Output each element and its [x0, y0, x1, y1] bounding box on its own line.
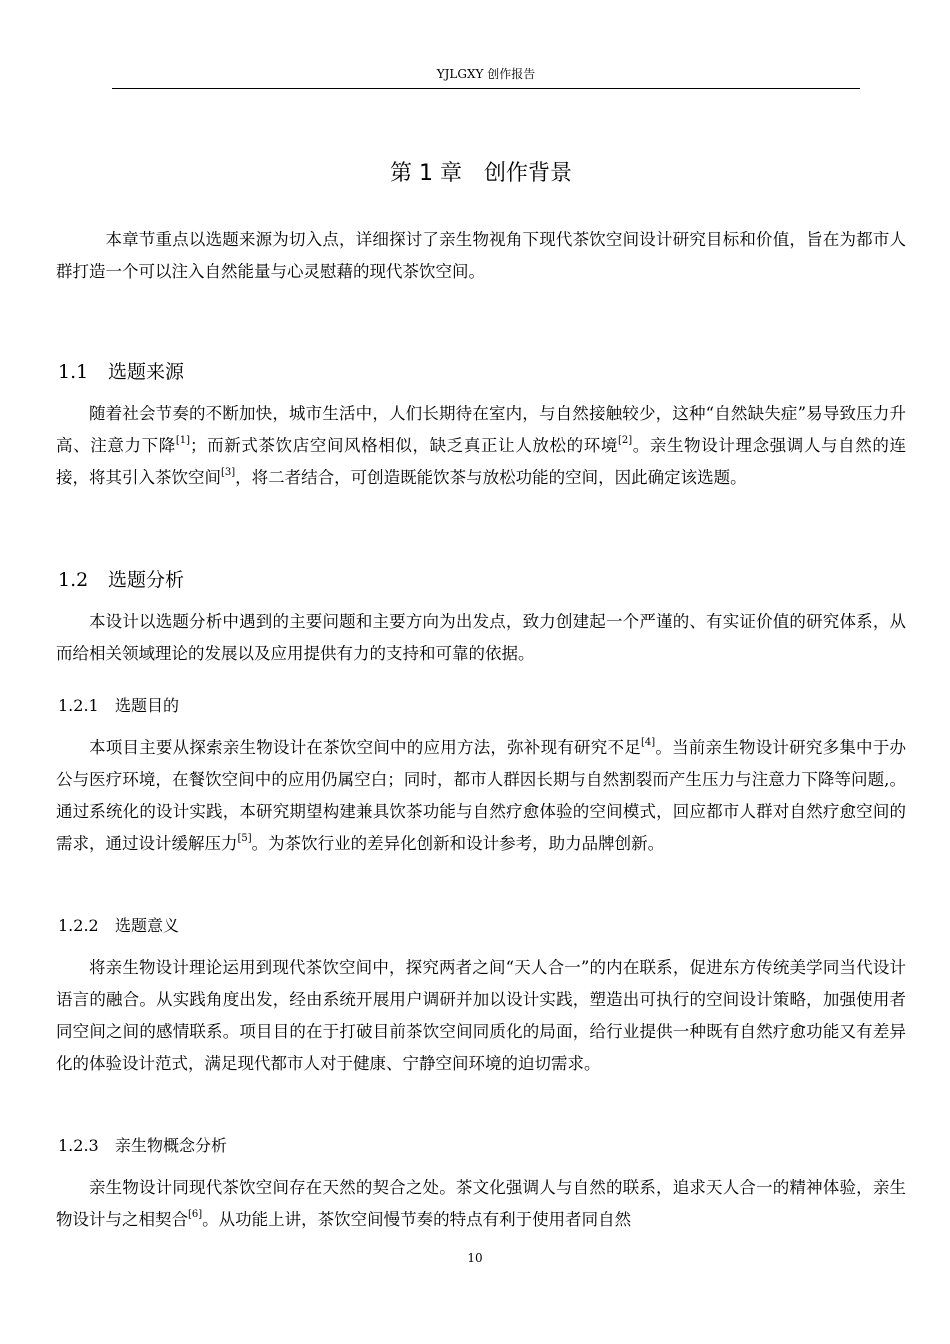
- section-1-2-paragraph: 本设计以选题分析中遇到的主要问题和主要方向为出发点，致力创建起一个严谨的、有实证价值的研究体系，从而给相关领域理论的发展以及应用提供有力的支持和可靠的依据。: [56, 612, 906, 663]
- subsection-1-2-2-paragraph: 将亲生物设计理论运用到现代茶饮空间中，探究两者之间“天人合一”的内在联系，促进东方传统美学同当代设计语言的融合。从实践角度出发，经由系统开展用户调研并加以设计实践，塑造出可执行的空间设计策略，加强使用者同空间之间的感情联系。项目目的在于打破目前茶饮空间同质化的局面，给行业提供一种既有自然疗愈功能又有差异化的体验设计范式，满足现代都市人对于健康、宁静空间环境的迫切需求。: [56, 958, 906, 1073]
- text-run: 亲生物设计同现代茶饮空间存在天然的契合之处。茶文化强调人与自然的联系，追求天人合一的精神体验，亲生物设计与之相契合: [56, 1178, 906, 1229]
- citation-6: [6]: [188, 1209, 203, 1220]
- chapter-number: 第 1 章: [390, 161, 462, 186]
- section-title: 选题来源: [108, 361, 185, 383]
- text-run: ，将二者结合，可创造既能饮茶与放松功能的空间，因此确定该选题。: [235, 468, 747, 487]
- text-run: 随着社会节奏的不断加快，城市生活中，人们长期待在室内，与自然接触较少，这种“自然缺失症”易导致压力升高、注意力下降: [56, 404, 906, 455]
- section-title: 选题分析: [108, 569, 185, 591]
- subsection-number: 1.2.3: [58, 1136, 99, 1155]
- section-heading-1-2: [58, 566, 184, 594]
- text-run: 本项目主要从探索亲生物设计在茶饮空间中的应用方法，弥补现有研究不足: [89, 738, 641, 757]
- chapter-intro-paragraph: 本章节重点以选题来源为切入点，详细探讨了亲生物视角下现代茶饮空间设计研究目标和价值，旨在为都市人群打造一个可以注入自然能量与心灵慰藉的现代茶饮空间。: [56, 230, 906, 281]
- text-run: 。当前亲生物设计研究多集中于办公与医疗环境，在餐饮空间中的应用仍属空白；同时，都市人群因长期与自然割裂而产生压力与注意力下降等问题,。通过系统化的设计实践，本研究期望构建兼具饮茶功能与自然疗愈体验的空间模式，回应都市人群对自然疗愈空间的需求，通过设计缓解压力: [56, 738, 907, 853]
- subsection-number: 1.2.2: [58, 916, 99, 935]
- section-number: 1.2: [58, 569, 89, 591]
- chapter-title: [56, 158, 906, 190]
- section-heading-1-1: [58, 358, 184, 386]
- subsection-1-2-3-paragraph: [56, 1172, 906, 1236]
- subsection-heading-1-2-2: [58, 914, 179, 938]
- header-rule: [112, 88, 860, 89]
- citation-4: [4]: [640, 737, 656, 748]
- subsection-heading-1-2-1: [58, 694, 179, 718]
- subsection-1-2-1-paragraph: [56, 732, 906, 860]
- page-number: 10: [467, 1251, 483, 1265]
- text-run: 。为茶饮行业的差异化创新和设计参考，助力品牌创新。: [251, 834, 665, 853]
- citation-1: [1]: [175, 435, 190, 446]
- citation-2: [2]: [617, 435, 633, 446]
- text-run: ；而新式茶饮店空间风格相似，缺乏真正让人放松的环境: [190, 436, 618, 455]
- running-header: YJLGXY 创作报告: [436, 67, 536, 81]
- subsection-number: 1.2.1: [58, 696, 99, 715]
- subsection-title: 选题目的: [115, 696, 180, 715]
- section-number: 1.1: [58, 361, 89, 383]
- citation-5: [5]: [237, 833, 252, 844]
- subsection-title: 亲生物概念分析: [115, 1136, 228, 1155]
- subsection-title: 选题意义: [115, 916, 180, 935]
- text-run: 。从功能上讲，茶饮空间慢节奏的特点有利于使用者同自然: [202, 1210, 632, 1229]
- subsection-heading-1-2-3: [58, 1134, 227, 1158]
- chapter-name: 创作背景: [483, 161, 572, 186]
- section-1-1-paragraph: [56, 398, 906, 494]
- citation-3: [3]: [221, 467, 236, 478]
- text-run: 。亲生物设计理念强调人与自然的连接，将其引入茶饮空间: [56, 436, 907, 487]
